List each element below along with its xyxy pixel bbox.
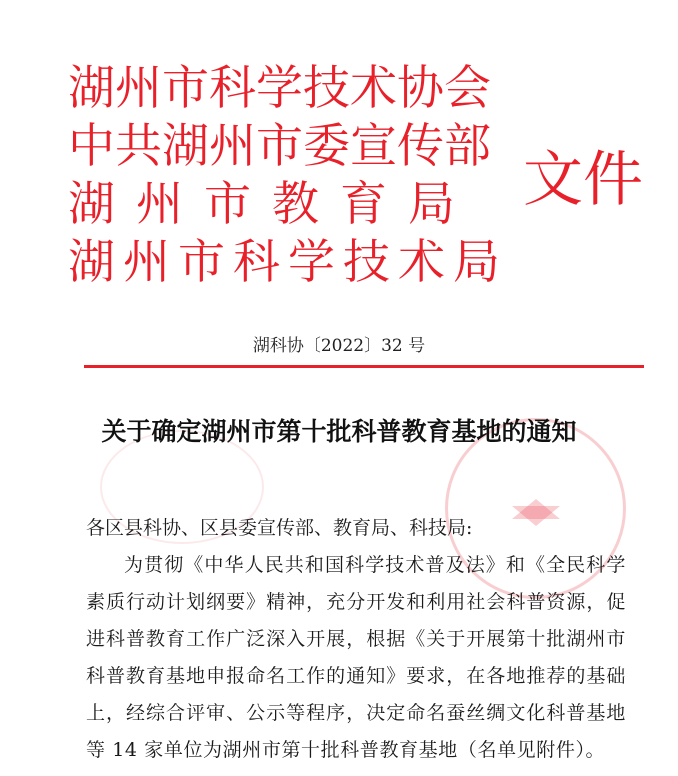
red-divider-line: [84, 365, 644, 368]
issuer-line: 湖州市教育局: [68, 177, 476, 232]
notice-title: 关于确定湖州市第十批科普教育基地的通知: [101, 417, 577, 446]
issuer-line: 湖州市科学技术局: [68, 235, 508, 290]
issuer-line: 中共湖州市委宣传部: [68, 119, 491, 174]
document-number: 湖科协〔2022〕32 号: [252, 336, 426, 356]
issuer-line: 湖州市科学技术协会: [68, 61, 491, 116]
issuer-block: [68, 60, 508, 292]
notice-body: [86, 510, 626, 769]
document-type-label: 文件: [523, 145, 643, 215]
salutation: 各区县科协、区县委宣传部、教育局、科技局:: [86, 517, 473, 539]
body-paragraph: 为贯彻《中华人民共和国科学技术普及法》和《全民科学素质行动计划纲要》精神，充分开发和利用社会科普资源，促进科普教育工作广泛深入开展，根据《关于开展第十批湖州市科普教育基地申报命名工作的通知》要求，在各地推荐的基础上，经综合评审、公示等程序，决定命名蚕丝绸文化科普基地等 14 家单位为湖州市第十批科普教育基地（名单见附件）。: [86, 554, 626, 761]
